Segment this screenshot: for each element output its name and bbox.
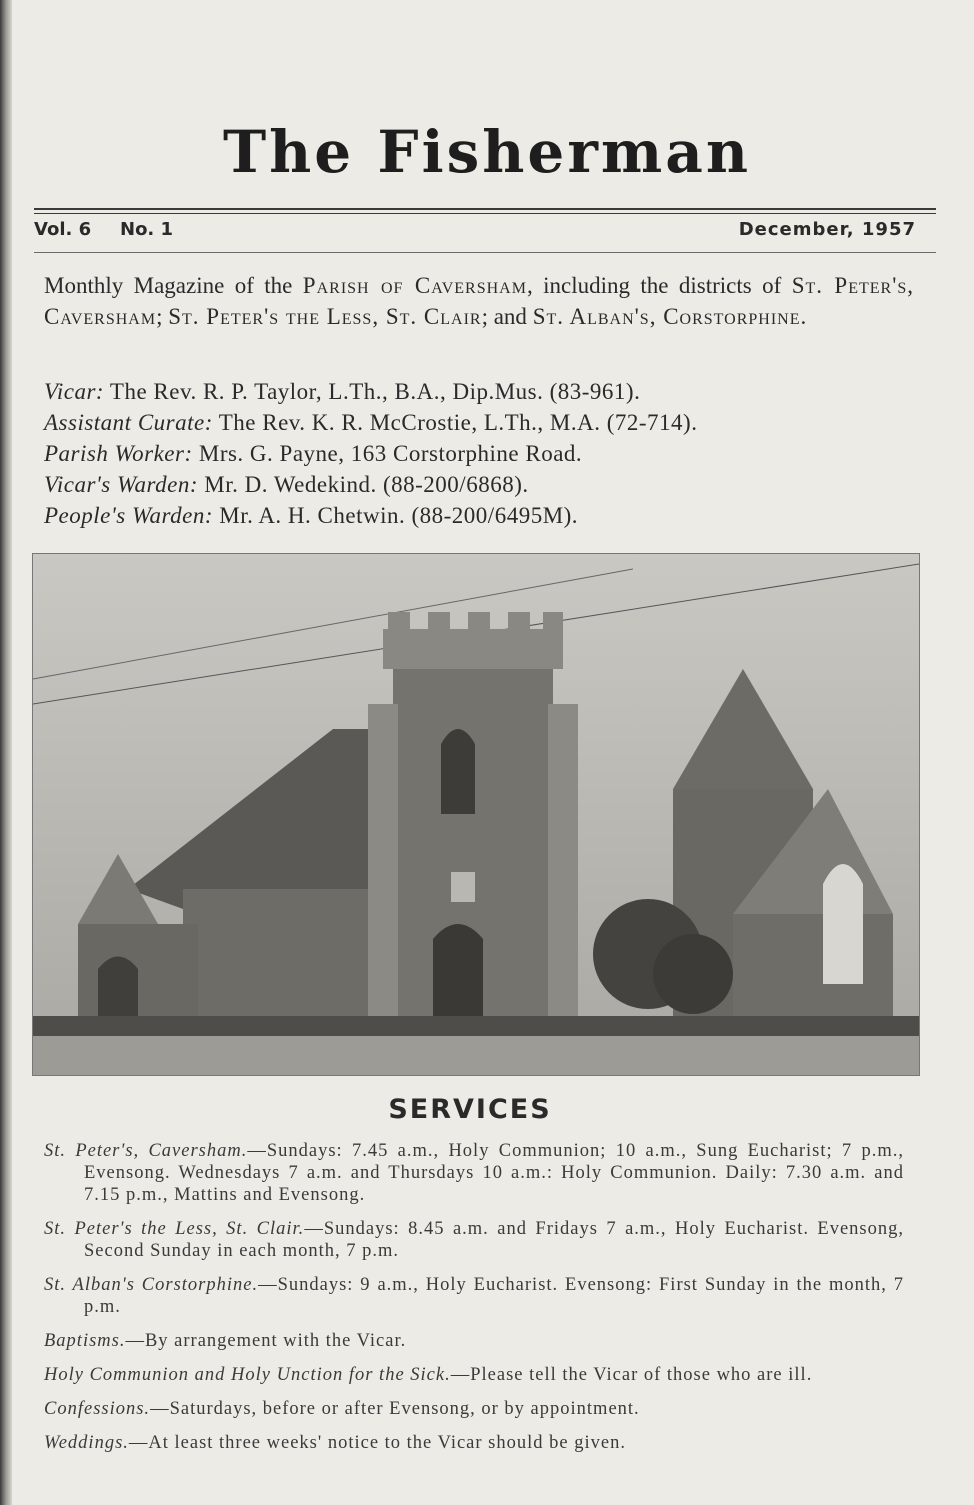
issue-volume: Vol. 6 (34, 219, 92, 240)
officer-peoples-warden (44, 500, 924, 531)
service-text: —At least three weeks' notice to the Vicar should be given. (128, 1433, 626, 1453)
service-text: —Saturdays, before or after Evensong, or by appointment. (150, 1399, 640, 1419)
officer-detail: Mrs. G. Payne, 163 Corstorphine Road. (198, 441, 583, 466)
service-sick-communion (44, 1364, 904, 1386)
officer-detail: Mr. A. H. Chetwin. (88-200/6495M). (219, 503, 579, 528)
services-heading: SERVICES (388, 1094, 552, 1125)
masthead-rule-top (34, 208, 936, 210)
officer-vicars-warden (44, 469, 924, 500)
officer-detail: The Rev. R. P. Taylor, L.Th., B.A., Dip.Mus. (83-961). (109, 379, 641, 404)
transept-window (823, 864, 863, 984)
service-weddings (44, 1432, 904, 1454)
intro-sep-1: ; (156, 304, 169, 329)
issue-date: December, 1957 (738, 219, 916, 240)
service-place: St. Alban's Corstorphine. (44, 1275, 259, 1295)
intro-district-2: St. Peter's the Less, St. Clair (168, 304, 482, 329)
street (33, 1036, 919, 1075)
service-st-peters-caversham (44, 1140, 904, 1206)
services-list (44, 1140, 904, 1466)
battlement (428, 612, 450, 632)
service-st-peters-the-less (44, 1218, 904, 1262)
battlement (508, 612, 530, 632)
parish-officers (44, 376, 924, 531)
officer-assistant-curate (44, 407, 924, 438)
officer-role: Parish Worker: (44, 441, 193, 466)
service-text: —Sundays: 8.45 a.m. and Fridays 7 a.m., Holy Eucharist. Evensong, Second Sunday in each month, 7 p.m. (84, 1219, 904, 1261)
tree (653, 934, 733, 1014)
service-text: —By arrangement with the Vicar. (125, 1331, 407, 1351)
officer-role: Vicar's Warden: (44, 472, 199, 497)
battlement (468, 612, 490, 632)
officer-detail: Mr. D. Wedekind. (88-200/6868). (204, 472, 529, 497)
service-st-albans (44, 1274, 904, 1318)
intro-after-parish: , including the districts of (526, 273, 792, 298)
service-place: St. Peter's the Less, St. Clair. (44, 1219, 305, 1239)
intro-district-3: St. Alban's, Corstorphine (532, 304, 801, 329)
issue-rule-bottom (34, 252, 936, 253)
church-illustration (33, 554, 919, 1075)
officer-role: Vicar: (44, 379, 105, 404)
service-place: St. Peter's, Caversham. (44, 1141, 248, 1161)
battlement (388, 612, 410, 632)
service-baptisms (44, 1330, 904, 1352)
officer-role: Assistant Curate: (44, 410, 213, 435)
tower-parapet (383, 629, 563, 669)
service-text: —Sundays: 9 a.m., Holy Eucharist. Evensong: First Sunday in the month, 7 p.m. (84, 1275, 904, 1317)
officer-vicar (44, 376, 924, 407)
tower-window (441, 729, 475, 814)
service-place: Weddings. (44, 1433, 129, 1453)
issue-number: No. 1 (120, 219, 174, 240)
masthead-rule-double (34, 213, 936, 214)
buttress (368, 704, 398, 1034)
service-text: —Please tell the Vicar of those who are ill. (450, 1365, 813, 1385)
church-photograph (32, 553, 920, 1076)
battlement (543, 612, 563, 632)
issue-bar (34, 219, 916, 245)
service-place: Holy Communion and Holy Unction for the Sick. (44, 1365, 451, 1385)
parish-intro (44, 270, 914, 332)
officer-parish-worker (44, 438, 924, 469)
tower-shield (451, 872, 475, 902)
buttress (548, 704, 578, 1034)
intro-sep-2: ; and (481, 304, 533, 329)
fence (33, 1016, 919, 1036)
service-confessions (44, 1398, 904, 1420)
service-place: Baptisms. (44, 1331, 126, 1351)
masthead-title: The Fisherman (222, 118, 752, 186)
intro-end: . (800, 304, 807, 329)
officer-role: People's Warden: (44, 503, 213, 528)
intro-district-1: St. Peter's, Caversham (44, 273, 914, 329)
service-place: Confessions. (44, 1399, 151, 1419)
intro-parish: Parish of Caversham (302, 273, 527, 298)
service-text: —Sundays: 7.45 a.m., Holy Communion; 10 a.m., Sung Eucharist; 7 p.m., Evensong. Wednesdays 7 a.m. and Thursdays 10 a.m.: Holy Communion. Daily: 7.30 a.m. and 7.15 p.m., Mattins and Evensong. (84, 1141, 904, 1205)
intro-prefix: Monthly Magazine of the (44, 273, 303, 298)
officer-detail: The Rev. K. R. McCrostie, L.Th., M.A. (72-714). (218, 410, 698, 435)
